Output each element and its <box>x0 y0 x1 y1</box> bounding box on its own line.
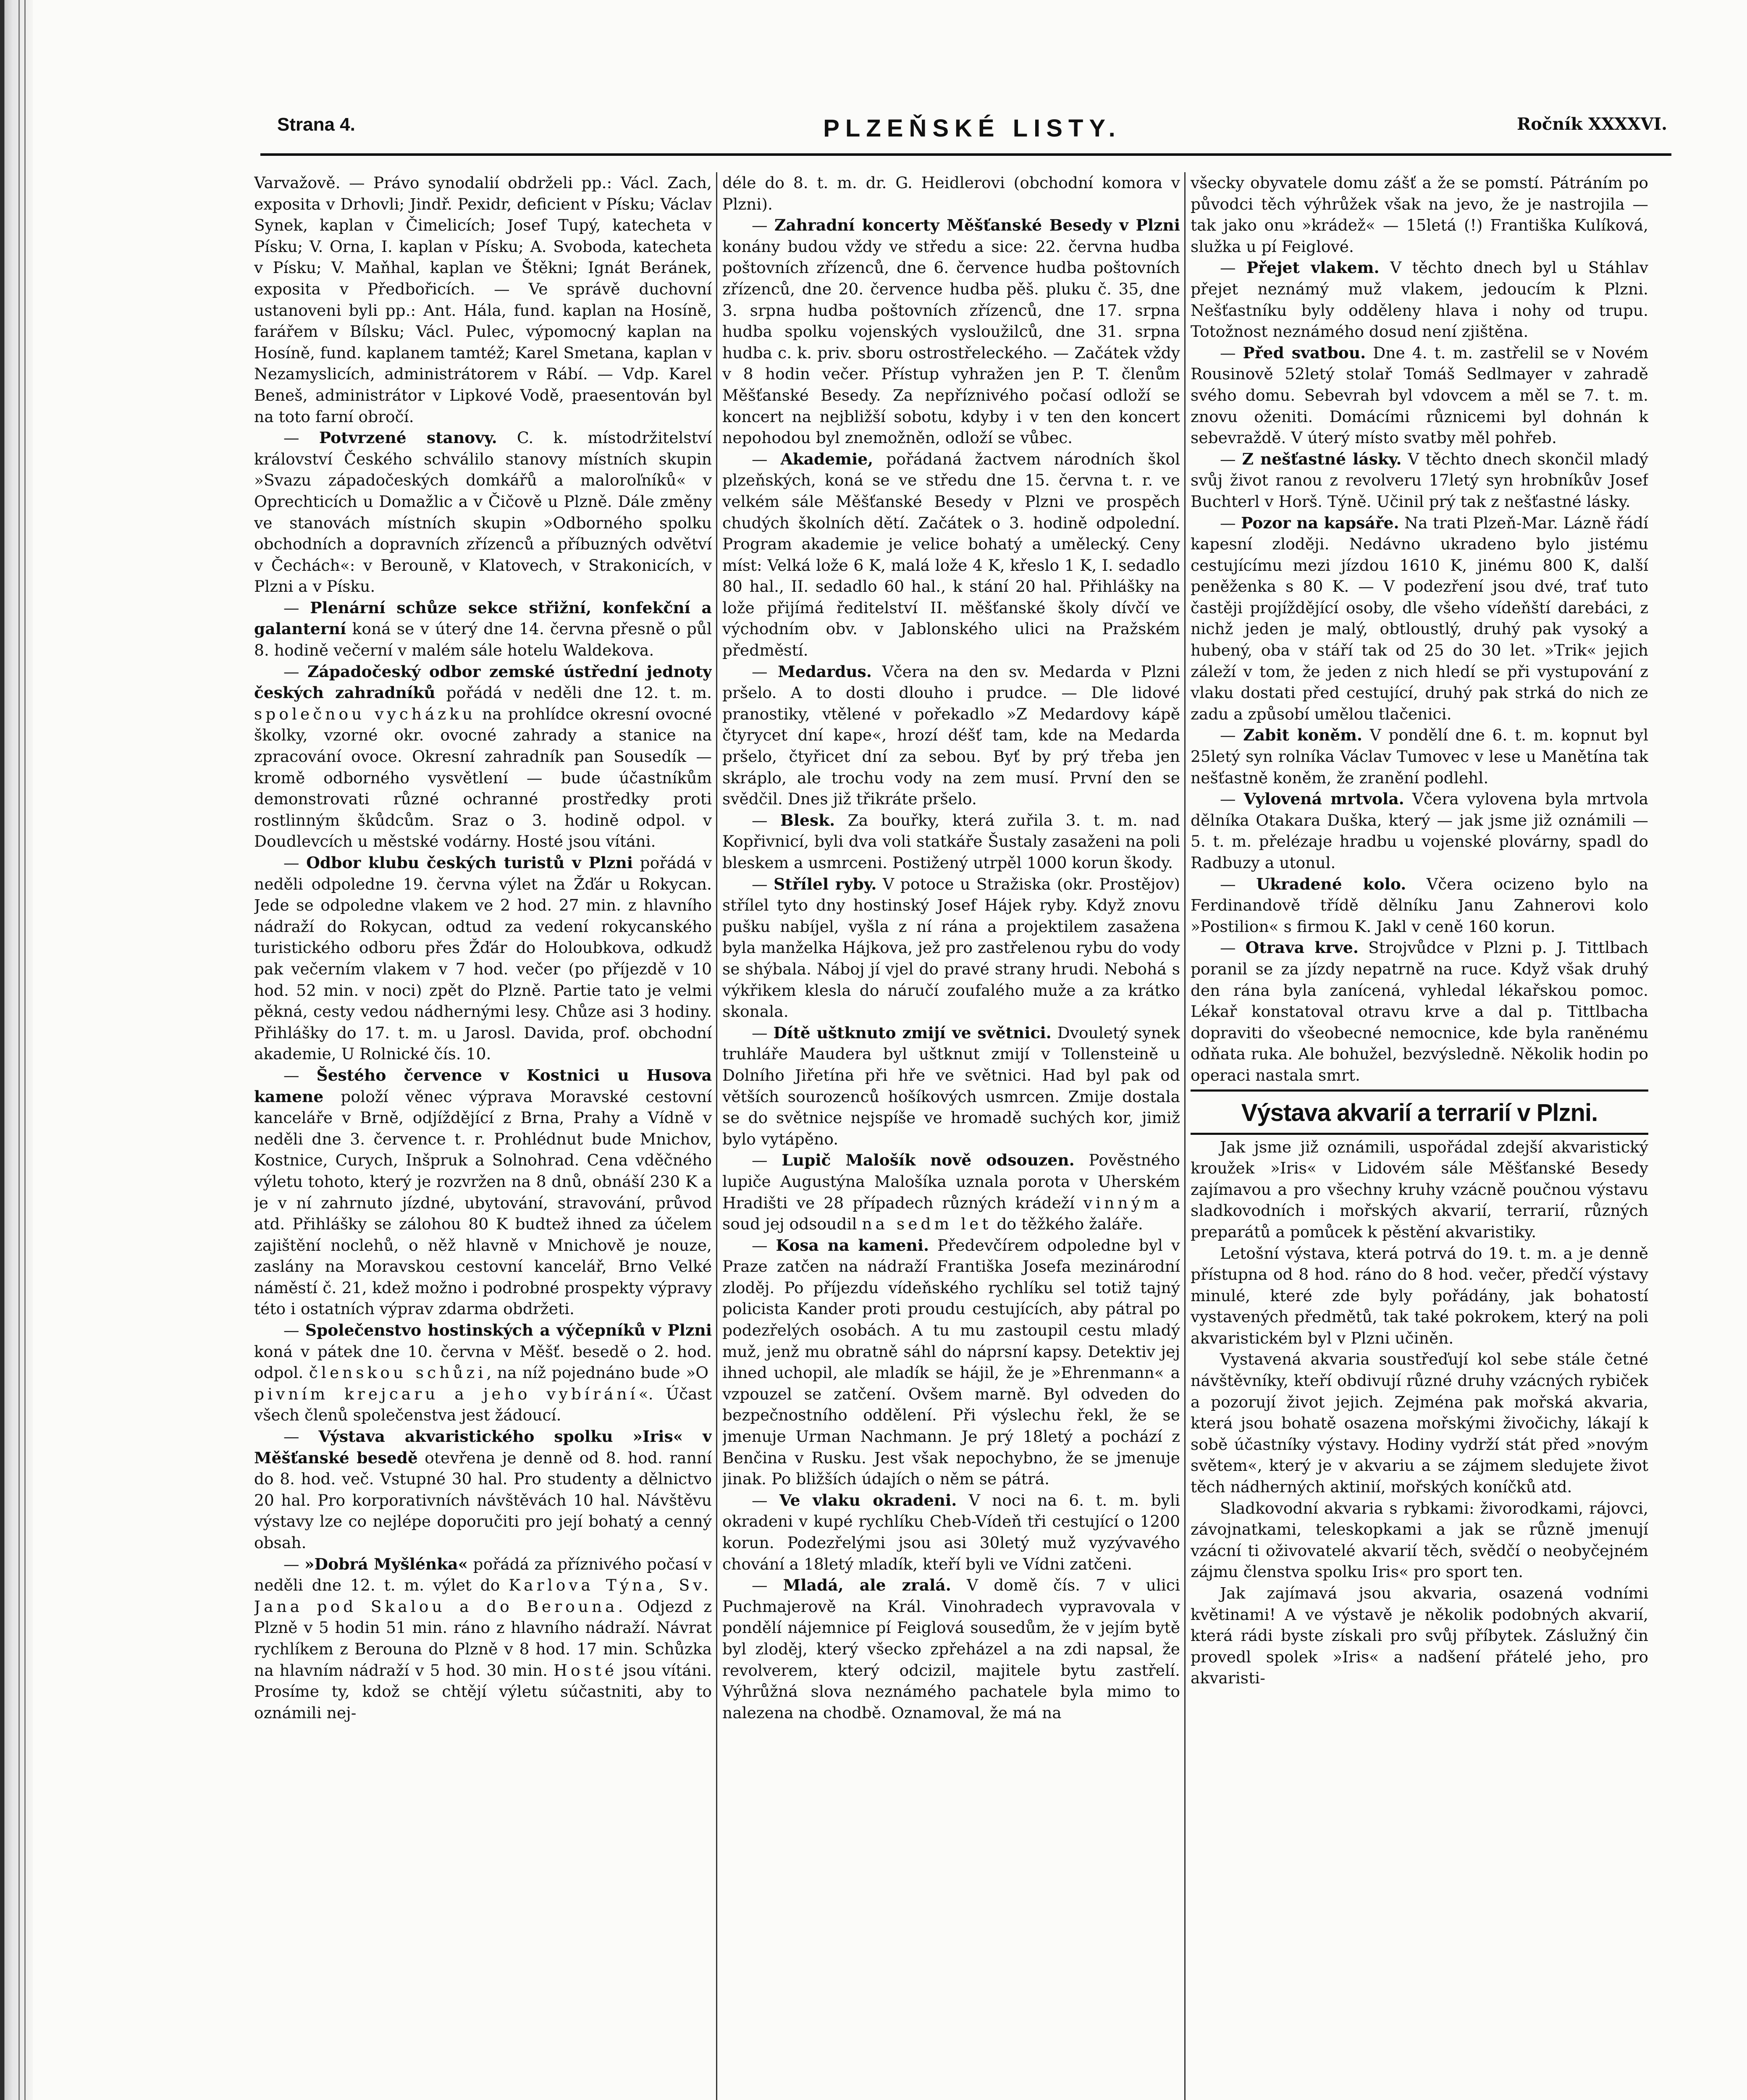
article-heading: Blesk. <box>780 811 835 830</box>
article: — Blesk. Za bouřky, která zuřila 3. t. m. nad Kopřivnicí, byli dva voli statkáře Šustaly zasaženi na poli bleskem a usmrceni. Postižený utrpěl 1000 korun škody. <box>722 811 1180 872</box>
article-text: «. Účast všech členů společenstva jest žádoucí. <box>254 1384 712 1425</box>
article <box>254 172 712 427</box>
article-text: Včera vylovena byla mrtvola dělníka Otakara Duška, který — jak jsme již oznámili — 5. t. m. přelézaje hradbu u vojenské plovárny, spadl do Radbuzy a utonul. <box>1191 790 1648 872</box>
article <box>1191 1349 1648 1497</box>
article-heading: Západočeský odbor zemské ústřední jednoty českých zahradníků <box>254 662 712 702</box>
article-heading: Vylovená mrtvola. <box>1243 790 1404 808</box>
article-text: položí věnec výprava Moravské cestovní kanceláře v Brně, odjíždějící z Brna, Prahy a Vídně v neděli dne 3. července t. r. Prohlédnut bude Mnichov, Kostnice, Curych, Inšpruk a Solnohrad. Cena vděčného výletu tohoto, který je rozvržen na 8 dnů, obnáší 230 K a je v ní zahrnuto jízdné, ubytování, stravování, průvod atd. Přihlášky se zálohou 80 K budtež ihned za účelem zajištění noclehů, o něž hlavně v Mnichově je nouze, zaslány na Moravskou cestovní kancelář, Brno Velké náměstí č. 21, kdež možno i podrobné prospekty výpravy této i ostatních výprav zdarma obdržeti. <box>254 1087 712 1318</box>
binding-line <box>24 0 26 2100</box>
article-text: C. k. místodržitelství království Českého schválilo stanovy místních skupin »Svazu západočeských domkářů a maloroľníků« v Oprechticích u Domažlic a v Čičově u Plzně. Dále změny ve stanovách místních skupin »Odborného spolku obchodních a dopravních zřízenců a příbuzných odvětví v Čechách«: v Berouně, v Klatovech, v Strakonicích, v Plzni a v Písku. <box>254 428 712 596</box>
section-rule <box>1191 1133 1648 1135</box>
page-header <box>277 114 1667 148</box>
article-text: Včera ocizeno bylo na Ferdinandově třídě dělníku Janu Zahnerovi kolo »Postilion« s firmou K. Jakl v ceně 160 korun. <box>1191 874 1648 936</box>
header-rule <box>260 153 1671 156</box>
column-2 <box>722 172 1180 2100</box>
page-binding-edge <box>0 0 33 2100</box>
column-divider <box>716 172 717 2100</box>
article-spaced-text: na sedm let <box>862 1215 992 1234</box>
article-text: na prohlídce okresní ovocné školky, vzorné okr. ovocné zahrady a stanice na zpracování ovoce. Okresní zahradník pan Sousedík — kromě odborného vysvětlení — bude účastníkům demonstrovati různé ochranné prostředky proti rostlinným škůdcům. Sraz o 3. hodině odpol. v Doudlevcích u městské vodárny. Hosté jsou vítáni. <box>254 704 712 851</box>
column-divider <box>1184 172 1186 2100</box>
article <box>722 172 1180 215</box>
section-rule <box>1191 1089 1648 1092</box>
column-1 <box>254 172 712 2100</box>
article-text: V noci na 6. t. m. byli okradeni v kupé rychlíku Cheb-Vídeň tři cestující o 1200 korun. Podezřelými jsou asi 30letý muž vyzývavého chování a 18letý mladík, kteří byli ve Vídni zatčeni. <box>722 1491 1180 1573</box>
article-heading: Před svatbou. <box>1243 343 1366 362</box>
article: — Kosa na kameni. Předevčírem odpoledne byl v Praze zatčen na nádraží Františka Josefa mezinárodní zloděj. Po příjezdu vídeňského rychlíku sel totiž tajný policista Kander proti proudu cestujících, aby pátral po podezřelých osobách. A tu mu zastoupil cestu mladý muž, jenž mu obratně sáhl do náprsní kapsy. Detektiv jej ihned uchopil, ale mladík se hájil, že je »Ehrenmann« a vzpouzel se zatčení. Ovšem marně. Byl odveden do bezpečnostního oddělení. Při výslechu řekl, že se jmenuje Urman Nachmann. Je prý 18letý a pochází z Benčina v Rusku. Jest však nepochybno, že se jmenuje jinak. Po bližších údajích o něm se pátrá. <box>722 1236 1180 1488</box>
article-heading: Kosa na kameni. <box>776 1236 929 1255</box>
article: — Přejet vlakem. V těchto dnech byl u Stáhlav přejet neznámý muž vlakem, jedoucím k Plzni. Nešťastníku byly odděleny hlava i nohy od trupu. Totožnost neznámého dosud není zjištěna. <box>1191 258 1648 341</box>
article: — Otrava krve. Strojvůdce v Plzni p. J. Tittlbach poranil se za jízdy nepatrně na ruce. Když však druhý den rána byla zanícená, vyhledal lékařskou pomoc. Lékař konstatoval otravu krve a dal p. Tittlbacha dopraviti do všeobecné nemocnice, kde byla raněnému odňata ruka. Ale bohužel, bezvýsledně. Několik hodin po operaci nastala smrt. <box>1191 938 1648 1084</box>
article-text: déle do 8. t. m. dr. G. Heidlerovi (obchodní komora v Plzni). <box>722 173 1180 213</box>
newspaper-title: PLZEŇSKÉ LISTY. <box>823 115 1121 142</box>
article-spaced-text: členskou schůzi <box>309 1363 487 1382</box>
article: — Mladá, ale zralá. V domě čís. 7 v ulici Puchmajerově na Král. Vinohradech vypravovala v pondělí nájemnice pí Feiglová sousedům, že v jejím bytě byl zloděj, který všecko zpřeházel a na zdi napsal, že revolverem, který odcizil, majitele bytu zastřelí. Výhrůžná slova neznámého pachatele byla mimo to nalezena na chodbě. Oznamoval, že má na <box>722 1576 1180 1722</box>
article-text: koná se v úterý dne 14. června přesně o půl 8. hodině večerní v malém sále hotelu Waldekova. <box>254 620 712 660</box>
article: — Ve vlaku okradeni. V noci na 6. t. m. byli okradeni v kupé rychlíku Cheb-Vídeň tři cestující o 1200 korun. Podezřelými jsou asi 30letý muž vyzývavého chování a 18letý mladík, kteří byli ve Vídni zatčeni. <box>722 1491 1180 1573</box>
article: — Zahradní koncerty Měšťanské Besedy v Plzni konány budou vždy ve středu a sice: 22. června hudba poštovních zřízenců, dne 6. července hudba poštovních zřízenců, dne 20. července hudba pěš. pluku č. 35, dne 3. srpna hudba poštovních zřízenců, dne 17. srpna hudba spolku vojenských vysloužilců, dne 31. srpna hudba c. k. priv. sboru ostrostřeleckého. — Začátek vždy v 8 hodin večer. Přístup vyhražen jen P. T. členům Měšťanské Besedy. Za nepříznivého počasí odloží se koncert na nejbližší sobotu, kdyby i v ten den koncert nepohodou byl znemožněn, odloží se vůbec. <box>722 216 1180 447</box>
article <box>1191 172 1648 257</box>
article-heading: Výstava akvaristického spolku »Iris« v Měšťanské besedě <box>254 1427 712 1467</box>
article: — Medardus. Včera na den sv. Medarda v Plzni pršelo. A to dosti dlouho i prudce. — Dle lidové pranostiky, vtělené v pořekadlo »Z Medardovy kápě čtyrycet dní kape«, hrozí déšť tam, kde na Medarda pršelo, čtyřicet dní za sebou. Byť by prý třeba jen skráplo, ale trochu vody na zem musí. První den se svědčil. Dnes již třikráte pršelo. <box>722 662 1180 808</box>
article: — Výstava akvaristického spolku »Iris« v Měšťanské besedě otevřena je denně od 8. hod. ranní do 8. hod. več. Vstupné 30 hal. Pro studenty a dělnictvo 20 hal. Pro korporativních návštěvách 10 hal. Návštěvu výstavy lze co nejlépe doporučiti pro její bohatý a cenný obsah. <box>254 1427 712 1552</box>
article-text: jsou vítáni. Prosíme ty, kdož se chtějí výletu súčastniti, aby to oznámili nej- <box>254 1661 712 1722</box>
article-spaced-text: vinným <box>1083 1193 1162 1212</box>
article-text: Sladkovodní akvaria s rybkami: živorodkami, rájovci, závojnatkami, teleskopkami a jak se různě jmenují vzácní ti oživovatelé akvarií těch, svědčí o neobyčejném zájmu členstva spolku Iris« pro sport ten. <box>1191 1499 1648 1581</box>
article-spaced-text: O pivním krejcaru a jeho vybírání <box>254 1363 712 1403</box>
article-text: Pověstného lupiče Augustýna Malošíka uznala porota v Uherském Hradišti ve 28 případech různých krádeží <box>722 1151 1180 1212</box>
article-text: a soud jej odsoudil <box>722 1193 1180 1234</box>
article-heading: Společenstvo hostinských a výčepníků v Plzni <box>305 1321 712 1340</box>
article-text: otevřena je denně od 8. hod. ranní do 8. hod. več. Vstupné 30 hal. Pro studenty a dělnictvo 20 hal. Pro korporativních návštěvách 10 hal. Návštěvu výstavy lze co nejlépe doporučiti pro její bohatý a cenný obsah. <box>254 1448 712 1552</box>
article-heading: Potvrzené stanovy. <box>319 428 497 447</box>
article: — Západočeský odbor zemské ústřední jednoty českých zahradníků pořádá v neděli dne 12. t. m. společnou vycházku na prohlídce okresní ovocné školky, vzorné okr. ovocné zahrady a stanice na zpracování ovoce. Okresní zahradník pan Sousedík — kromě odborného vysvětlení — bude účastníkům demonstrovati různé ochranné prostředky proti rostlinným škůdcům. Sraz o 3. hodině odpol. v Doudlevcích u městské vodárny. Hosté jsou vítáni. <box>254 662 712 851</box>
article <box>1191 1498 1648 1583</box>
article-text: pořádaná žactvem národních škol plzeňských, koná se ve středu dne 15. června t. r. ve velkém sále Měšťanské Besedy v Plzni ve prospěch chudých školních dětí. Začátek o 3. hodině odpolední. Program akademie je velice bohatý a umělecký. Ceny míst: Velká lože 6 K, malá lože 4 K, křeslo 1 K, I. sedadlo 80 hal., II. sedadlo 60 hal., k stání 20 hal. Přihlášky na lože přijímá ředitelství II. měšťanské školy dívčí ve východním obv. v Jablonského ulici na Pražském předměstí. <box>722 449 1180 660</box>
article: — Šestého července v Kostnici u Husova kamene položí věnec výprava Moravské cestovní kanceláře v Brně, odjíždějící z Brna, Prahy a Vídně v neděli dne 3. července t. r. Prohlédnut bude Mnichov, Kostnice, Curych, Inšpruk a Solnohrad. Cena vděčného výletu tohoto, který je rozvržen na 8 dnů, obnáší 230 K a je v ní zahrnuto jízdné, ubytování, stravování, průvod atd. Přihlášky se zálohou 80 K budtež ihned za účelem zajištění noclehů, o něž hlavně v Mnichově je nouze, zaslány na Moravskou cestovní kancelář, Brno Velké náměstí č. 21, kdež možno i podrobné prospekty výpravy této i ostatních výprav zdarma obdržeti. <box>254 1066 712 1318</box>
article-text: do těžkého žaláře. <box>997 1215 1143 1234</box>
article-text: Odjezd z Plzně v 5 hodin 51 min. ráno z hlavního nádraží. Návrat rychlíkem z Berouna do Plzně v 8 hod. 17 min. Schůzka na hlavním nádraží v 5 hod. 30 min. <box>254 1597 712 1680</box>
page-number: Strana 4. <box>277 114 355 135</box>
article <box>1191 1583 1648 1689</box>
article-text: V domě čís. 7 v ulici Puchmajerově na Král. Vinohradech vypravovala v pondělí nájemnice pí Feiglová sousedům, že v jejím bytě byl zloděj, který všecko zpřeházel a na zdi napsal, že revolverem, který odcizil, majitele bytu zastřelí. Výhrůžná slova neznámého pachatele byla mimo to nalezena na chodbě. Oznamoval, že má na <box>722 1576 1180 1722</box>
article-heading: Dítě uštknuto zmijí ve světnici. <box>773 1023 1052 1042</box>
column-3 <box>1191 172 1648 2100</box>
article-text: , na níž pojednáno bude » <box>486 1363 696 1382</box>
article: — Pozor na kapsáře. Na trati Plzeň-Mar. Lázně řádí kapesní zloději. Nedávno ukradeno bylo jistému cestujícímu mezi jízdou 1610 K, jinému 800 K, další peněženka s 80 K. — V podezření jsou dvé, trať tuto častěji projíždějící osoby, dle všeho vídeňští darebáci, z nichž jeden je malý, obtloustlý, druhý pak vysoký a hubený, oba v stáří tak od 25 do 30 let. »Trik« jejich záleží v tom, že jeden z nich hledí se při vystupování z vlaku dostati před cestující, druhý pak strká do nich ze zadu a způsobí umělou tlačenici. <box>1191 513 1648 723</box>
article-heading: Ukradené kolo. <box>1256 874 1406 893</box>
article: — Plenární schůze sekce střižní, konfekční a galanterní koná se v úterý dne 14. června přesně o půl 8. hodině večerní v malém sále hotelu Waldekova. <box>254 598 712 660</box>
article-heading: Pozor na kapsáře. <box>1241 513 1399 532</box>
article-heading: Mladá, ale zralá. <box>783 1576 951 1595</box>
article-text: pořádá v neděli dne 12. t. m. <box>446 683 712 702</box>
article: — Odbor klubu českých turistů v Plzni pořádá v neděli odpoledne 19. června výlet na Žďár u Rokycan. Jede se odpoledne vlakem ve 2 hod. 27 min. z hlavního nádraží do Rokycan, odtud za vedení rokycanského turistického odboru přes Žďár do Holoubkova, odkudž pak večerním vlakem v 7 hod. večer (po příjezdě v 10 hod. 52 min. v noci) zpět do Plzně. Partie tato je velmi pěkná, cesty vedou nádhernými lesy. Chůze asi 3 hodiny. Přihlášky do 17. t. m. u Jarosl. Davida, prof. obchodní akademie, U Rolnické čís. 10. <box>254 853 712 1063</box>
article-heading: Z nešťastné lásky. <box>1242 449 1402 468</box>
article-heading: Střílel ryby. <box>774 874 877 893</box>
article: — Akademie, pořádaná žactvem národních škol plzeňských, koná se ve středu dne 15. června t. r. ve velkém sále Měšťanské Besedy v Plzni ve prospěch chudých školních dětí. Začátek o 3. hodině odpolední. Program akademie je velice bohatý a umělecký. Ceny míst: Velká lože 6 K, malá lože 4 K, křeslo 1 K, I. sedadlo 80 hal., II. sedadlo 60 hal., k stání 20 hal. Přihlášky na lože přijímá ředitelství II. měšťanské školy dívčí ve východním obv. v Jablonského ulici na Pražském předměstí. <box>722 449 1180 660</box>
article-text: Strojvůdce v Plzni p. J. Tittlbach poranil se za jízdy nepatrně na ruce. Když však druhý den rána byla zanícená, vyhledal lékařskou pomoc. Lékař konstatoval otravu krve a dal p. Tittlbacha dopraviti do všeobecné nemocnice, kde byla raněnému odňata ruka. Ale bohužel, bezvýsledně. Několik hodin po operaci nastala smrt. <box>1191 938 1648 1084</box>
article-text: Předevčírem odpoledne byl v Praze zatčen na nádraží Františka Josefa mezinárodní zloděj. Po příjezdu vídeňského rychlíku sel totiž tajný policista Kander proti proudu cestujících, aby pátral po podezřelých osobách. A tu mu zastoupil cestu mladý muž, jenž mu obratně sáhl do náprsní kapsy. Detektiv jej ihned uchopil, ale mladík se hájil, že je »Ehrenmann« a vzpouzel se zatčení. Ovšem marně. Byl odveden do bezpečnostního oddělení. Při výslechu řekl, že se jmenuje Urman Nachmann. Je prý 18letý a pochází z Benčina v Rusku. Jest však nepochybno, že se jmenuje jinak. Po bližších údajích o něm se pátrá. <box>722 1236 1180 1488</box>
article: — Zabit koněm. V pondělí dne 6. t. m. kopnut byl 25letý syn rolníka Václav Tumovec v lese u Manětína tak nešťastně koněm, že zranění podlehl. <box>1191 726 1648 787</box>
article: — Lupič Malošík nově odsouzen. Pověstného lupiče Augustýna Malošíka uznala porota v Uherském Hradišti ve 28 případech různých krádeží vinným a soud jej odsoudil na sedm let do těžkého žaláře. <box>722 1151 1180 1234</box>
article: — »Dobrá Myšlénka« pořádá za příznivého počasí v neděli dne 12. t. m. výlet do Karlova Týna, Sv. Jana pod Skalou a do Berouna. Odjezd z Plzně v 5 hodin 51 min. ráno z hlavního nádraží. Návrat rychlíkem z Berouna do Plzně v 8 hod. 17 min. Schůzka na hlavním nádraží v 5 hod. 30 min. Hosté jsou vítáni. Prosíme ty, kdož se chtějí výletu súčastniti, aby to oznámili nej- <box>254 1554 712 1722</box>
article: — Z nešťastné lásky. V těchto dnech skončil mladý svůj život ranou z revolveru 17letý syn hrobníkův Josef Buchterl v Horš. Týně. Učinil prý tak z nešťastné lásky. <box>1191 449 1648 511</box>
article-heading: Odbor klubu českých turistů v Plzni <box>306 853 633 872</box>
article-heading: Zabit koněm. <box>1243 726 1362 745</box>
article-text: Letošní výstava, která potrvá do 19. t. m. a je denně přístupna od 8 hod. ráno do 8 hod. večer, předčí výstavy minulé, které zde byly pořádány, jak bohatostí vystavených předmětů, tak také pokrokem, který na poli akvaristickém byl v Plzni učiněn. <box>1191 1244 1648 1347</box>
volume-number: Ročník XXXXVI. <box>1516 114 1667 134</box>
feature-heading: Výstava akvarií a terrarií v Plzni. <box>1241 1099 1598 1126</box>
article-text: koná v pátek dne 10. června v Měšť. besedě o 2. hod. odpol. <box>254 1342 712 1382</box>
article-heading: Medardus. <box>778 662 872 681</box>
article-text: Na trati Plzeň-Mar. Lázně řádí kapesní zloději. Nedávno ukradeno bylo jistému cestujícímu mezi jízdou 1610 K, jinému 800 K, další peněženka s 80 K. — V podezření jsou dvé, trať tuto častěji projíždějící osoby, dle všeho vídeňští darebáci, z nichž jeden je malý, obtloustlý, druhý pak vysoký a hubený, oba v stáří tak od 25 do 30 let. »Trik« jejich záleží v tom, že jeden z nich hledí se při vystupování z vlaku dostati před cestující, druhý pak strká do nich ze zadu a způsobí umělou tlačenici. <box>1191 513 1648 723</box>
article-heading: Lupič Malošík nově odsouzen. <box>782 1151 1075 1170</box>
article-heading: Přejet vlakem. <box>1246 258 1380 277</box>
article-text: Varvažově. — Právo synodalií obdrželi pp.: Václ. Zach, exposita v Drhovli; Jindř. Pexidr, deficient v Písku; Václav Synek, kaplan v Čimelicích; Josef Tupý, katecheta v Písku; V. Orna, I. kaplan v Písku; A. Svoboda, katecheta v Písku; V. Maňhal, kaplan ve Štěkni; Ignát Beránek, exposita v Předbořicích. — Ve správě duchovní ustanoveni byli pp.: Ant. Hála, fund. kaplan na Hosíně, farářem v Bílsku; Václ. Pulec, výpomocný kaplan na Hosíně, fund. kaplanem tamtéž; Karel Smetana, kaplan v Nezamyslicích, administrátorem v Rábí. — Vdp. Karel Beneš, administrátor v Lipkové Vodě, praesentován byl na toto farní obročí. <box>254 173 712 426</box>
article: — Dítě uštknuto zmijí ve světnici. Dvouletý synek truhláře Maudera byl uštknut zmijí v Tollensteině u Dolního Jiřetína při hře ve světnici. Had byl pak od větších sourozenců hošíkových usmrcen. Zmije dostala se do světnice nejspíše ve hromadě suchých kor, jimiž bylo vytápěno. <box>722 1023 1180 1148</box>
article-text: V pondělí dne 6. t. m. kopnut byl 25letý syn rolníka Václav Tumovec v lese u Manětína tak nešťastně koněm, že zranění podlehl. <box>1191 726 1648 787</box>
article-spaced-text: Hosté <box>553 1661 618 1680</box>
article-text: všecky obyvatele domu zášť a že se pomstí. Pátráním po původci těch výhrůžek však na jevo, že je nastrojila — tak jako onu »krádež« — 15letá (!) Františka Kulíková, služka u pí Feiglové. <box>1191 173 1648 256</box>
article-heading: Akademie, <box>780 449 874 468</box>
binding-line <box>18 0 20 2100</box>
article-text: Dne 4. t. m. zastřelil se v Novém Rousinově 52letý stolař Tomáš Sedlmayer v zahradě svého domu. Sebevrah byl vdovcem a měl se 7. t. m. znovu oženiti. Domácími různicemi byl dohnán k sebevraždě. V úterý místo svatby měl pohřeb. <box>1191 343 1648 447</box>
article: — Potvrzené stanovy. C. k. místodržitelství království Českého schválilo stanovy místních skupin »Svazu západočeských domkářů a maloroľníků« v Oprechticích u Domažlic a v Čičově u Plzně. Dále změny ve stanovách místních skupin »Odborného spolku obchodních a dopravních zřízenců a příbuzných odvětví v Čechách«: v Berouně, v Klatovech, v Strakonicích, v Plzni a v Písku. <box>254 428 712 596</box>
article: — Společenstvo hostinských a výčepníků v Plzni koná v pátek dne 10. června v Měšť. besedě o 2. hod. odpol. členskou schůzi, na níž pojednáno bude »O pivním krejcaru a jeho vybírání«. Účast všech členů společenstva jest žádoucí. <box>254 1321 712 1425</box>
article-heading: »Dobrá Myšlénka« <box>304 1554 468 1573</box>
article: — Vylovená mrtvola. Včera vylovena byla mrtvola dělníka Otakara Duška, který — jak jsme již oznámili — 5. t. m. přelézaje hradbu u vojenské plovárny, spadl do Radbuzy a utonul. <box>1191 790 1648 872</box>
article-text: Dvouletý synek truhláře Maudera byl uštknut zmijí v Tollensteině u Dolního Jiřetína při hře ve světnici. Had byl pak od větších sourozenců hošíkových usmrcen. Zmije dostala se do světnice nejspíše ve hromadě suchých kor, jimiž bylo vytápěno. <box>722 1023 1180 1148</box>
article-text: Jak zajímavá jsou akvaria, osazená vodními květinami! A ve výstavě je několik podobných akvarií, která rádi byste získali pro svůj příbytek. Záslužný čin provedl spolek »Iris« a nadšení přátelé jeho, pro akvaristi- <box>1191 1584 1648 1688</box>
article-heading: Zahradní koncerty Měšťanské Besedy v Plzni <box>774 216 1180 235</box>
article-heading: Otrava krve. <box>1245 938 1359 957</box>
article-text: Za bouřky, která zuřila 3. t. m. nad Kopřivnicí, byli dva voli statkáře Šustaly zasaženi na poli bleskem a usmrceni. Postižený utrpěl 1000 korun škody. <box>722 811 1180 872</box>
article-text: V těchto dnech skončil mladý svůj život ranou z revolveru 17letý syn hrobníkův Josef Buchterl v Horš. Týně. Učinil prý tak z nešťastné lásky. <box>1191 449 1648 511</box>
article-heading: Ve vlaku okradeni. <box>779 1491 957 1509</box>
article-text: V potoce u Stražiska (okr. Prostějov) střílel tyto dny hostinský Josef Hájek ryby. Když znovu pušku nabíjel, vyšla z ní rána a projektilem zasažena byla manželka Hájkova, jež pro zastřelenou rybu do vody se shýbala. Náboj jí vjel do pravé strany hrudi. Nebohá s výkřikem klesla do náručí zoufalého muže a za krátko skonala. <box>722 874 1180 1021</box>
article-heading: Plenární schůze sekce střižní, konfekční a galanterní <box>254 598 712 638</box>
article-text: konány budou vždy ve středu a sice: 22. června hudba poštovních zřízenců, dne 6. července hudba poštovních zřízenců, dne 20. července hudba pěš. pluku č. 35, dne 3. srpna hudba poštovních zřízenců, dne 17. srpna hudba spolku vojenských vysloužilců, dne 31. srpna hudba c. k. priv. sboru ostrostřeleckého. — Začátek vždy v 8 hodin večer. Přístup vyhražen jen P. T. členům Měšťanské Besedy. Za nepříznivého počasí odloží se koncert na nejbližší sobotu, kdyby i v ten den koncert nepohodou byl znemožněn, odloží se vůbec. <box>722 237 1180 447</box>
article: — Před svatbou. Dne 4. t. m. zastřelil se v Novém Rousinově 52letý stolař Tomáš Sedlmayer v zahradě svého domu. Sebevrah byl vdovcem a měl se 7. t. m. znovu oženiti. Domácími různicemi byl dohnán k sebevraždě. V úterý místo svatby měl pohřeb. <box>1191 343 1648 447</box>
article: — Ukradené kolo. Včera ocizeno bylo na Ferdinandově třídě dělníku Janu Zahnerovi kolo »Postilion« s firmou K. Jakl v ceně 160 korun. <box>1191 874 1648 936</box>
article: — Střílel ryby. V potoce u Stražiska (okr. Prostějov) střílel tyto dny hostinský Josef Hájek ryby. Když znovu pušku nabíjel, vyšla z ní rána a projektilem zasažena byla manželka Hájkova, jež pro zastřelenou rybu do vody se shýbala. Náboj jí vjel do pravé strany hrudi. Nebohá s výkřikem klesla do náručí zoufalého muže a za krátko skonala. <box>722 874 1180 1021</box>
article-text: Vystavená akvaria soustřeďují kol sebe stále četné návštěvníky, kteří obdivují různé druhy vzácných rybiček a pozorují život jejich. Zejména pak mořská akvaria, která jsou bohatě osazena mořskými živočichy, lákají k sobě účastníky výstavy. Hodiny vydrží stát před »novým světem«, který je v akvariu a se zájmem sledujete život těch nádherných aktinií, mořských koníčků atd. <box>1191 1350 1648 1496</box>
article <box>1191 1243 1648 1349</box>
article-spaced-text: Karlova Týna, Sv. Jana pod Skalou a do Berouna. <box>254 1576 712 1616</box>
article <box>1191 1137 1648 1243</box>
article-text: Jak jsme již oznámili, uspořádal zdejší akvaristický kroužek »Iris« v Lidovém sále Měšťanské Besedy zajímavou a pro všechny kruhy vzácně poučnou výstavu sladkovodních i mořských akvarií, terrarií, různých preparátů a pomůcek k pěstění akvaristiky. <box>1191 1137 1648 1241</box>
article-spaced-text: společnou vycházku <box>254 704 476 723</box>
article-heading: Šestého července v Kostnici u Husova kamene <box>254 1066 712 1106</box>
article-text: pořádá za příznivého počasí v neděli dne 12. t. m. výlet do <box>254 1554 712 1595</box>
article-text: Včera na den sv. Medarda v Plzni pršelo. A to dosti dlouho i prudce. — Dle lidové pranostiky, vtělené v pořekadlo »Z Medardovy kápě čtyrycet dní kape«, hrozí déšť tam, kde na Medarda pršelo, čtyřicet dní za sebou. Byť by prý třeba jen skráplo, ale trochu vody na zem musí. První den se svědčil. Dnes již třikráte pršelo. <box>722 662 1180 808</box>
article-text: pořádá v neděli odpoledne 19. června výlet na Žďár u Rokycan. Jede se odpoledne vlakem ve 2 hod. 27 min. z hlavního nádraží do Rokycan, odtud za vedení rokycanského turistického odboru přes Žďár do Holoubkova, odkudž pak večerním vlakem v 7 hod. večer (po příjezdě v 10 hod. 52 min. v noci) zpět do Plzně. Partie tato je velmi pěkná, cesty vedou nádhernými lesy. Chůze asi 3 hodiny. Přihlášky do 17. t. m. u Jarosl. Davida, prof. obchodní akademie, U Rolnické čís. 10. <box>254 853 712 1063</box>
article-text: V těchto dnech byl u Stáhlav přejet neznámý muž vlakem, jedoucím k Plzni. Nešťastníku byly odděleny hlava i nohy od trupu. Totožnost neznámého dosud není zjištěna. <box>1191 258 1648 341</box>
